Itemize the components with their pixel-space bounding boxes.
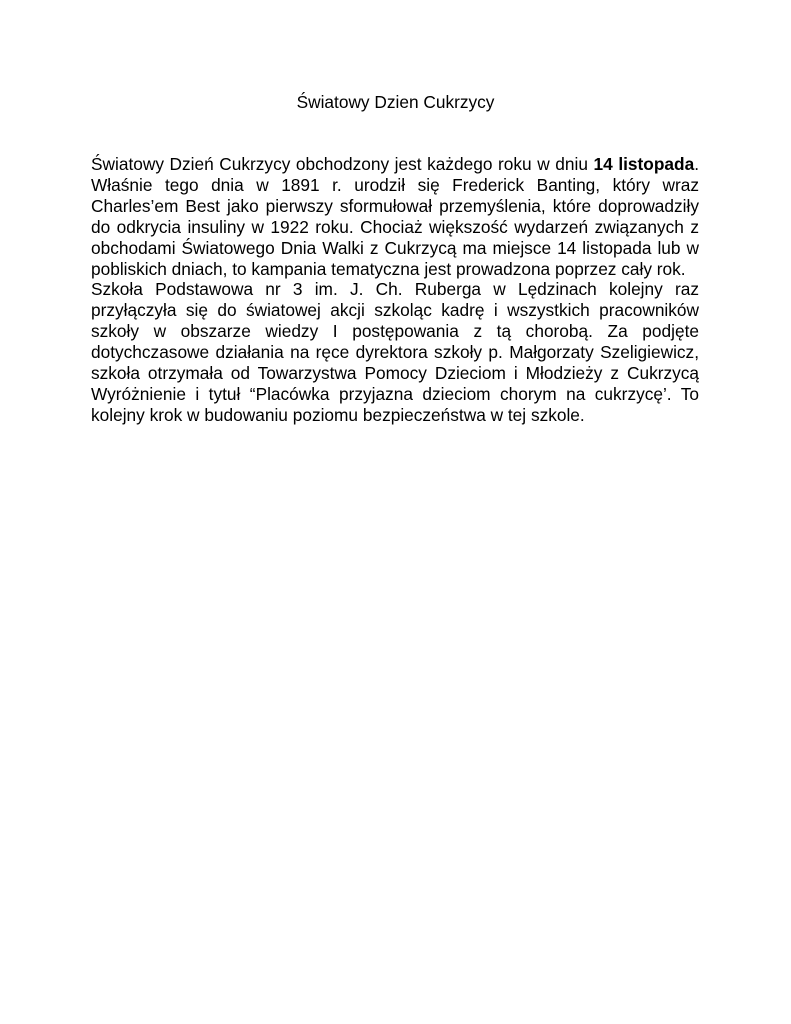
paragraph-world-diabetes-day xyxy=(91,154,699,279)
paragraph-school-initiative: Szkoła Podstawowa nr 3 im. J. Ch. Ruberga w Lędzinach kolejny raz przyłączyła się do światowej akcji szkoląc kadrę i wszystkich pracowników szkoły w obszarze wiedzy I postępowania z tą chorobą. Za podjęte dotychczasowe działania na ręce dyrektora szkoły p. Małgorzaty Szeligiewicz, szkoła otrzymała od Towarzystwa Pomocy Dzieciom i Młodzieży z Cukrzycą Wyróżnienie i tytuł “Placówka przyjazna dzieciom chorym na cukrzycę’. To kolejny krok w budowaniu poziomu bezpieczeństwa w tej szkole. xyxy=(91,279,699,425)
paragraph-1-rest: . Właśnie tego dnia w 1891 r. urodził się Frederick Banting, który wraz Charles’em Best jako pierwszy sformułował przemyślenia, które doprowadziły do odkrycia insuliny w 1922 roku. Chociaż większość wydarzeń związanych z obchodami Światowego Dnia Walki z Cukrzycą ma miejsce 14 listopada lub w pobliskich dniach, to kampania tematyczna jest prowadzona poprzez cały rok. xyxy=(91,154,699,279)
paragraph-1-bold-date: 14 listopada xyxy=(593,154,695,174)
paragraph-1-intro: Światowy Dzień Cukrzycy obchodzony jest każdego roku w dniu xyxy=(91,154,594,174)
document-title: Światowy Dzien Cukrzycy xyxy=(296,92,495,112)
document-body xyxy=(91,154,699,426)
